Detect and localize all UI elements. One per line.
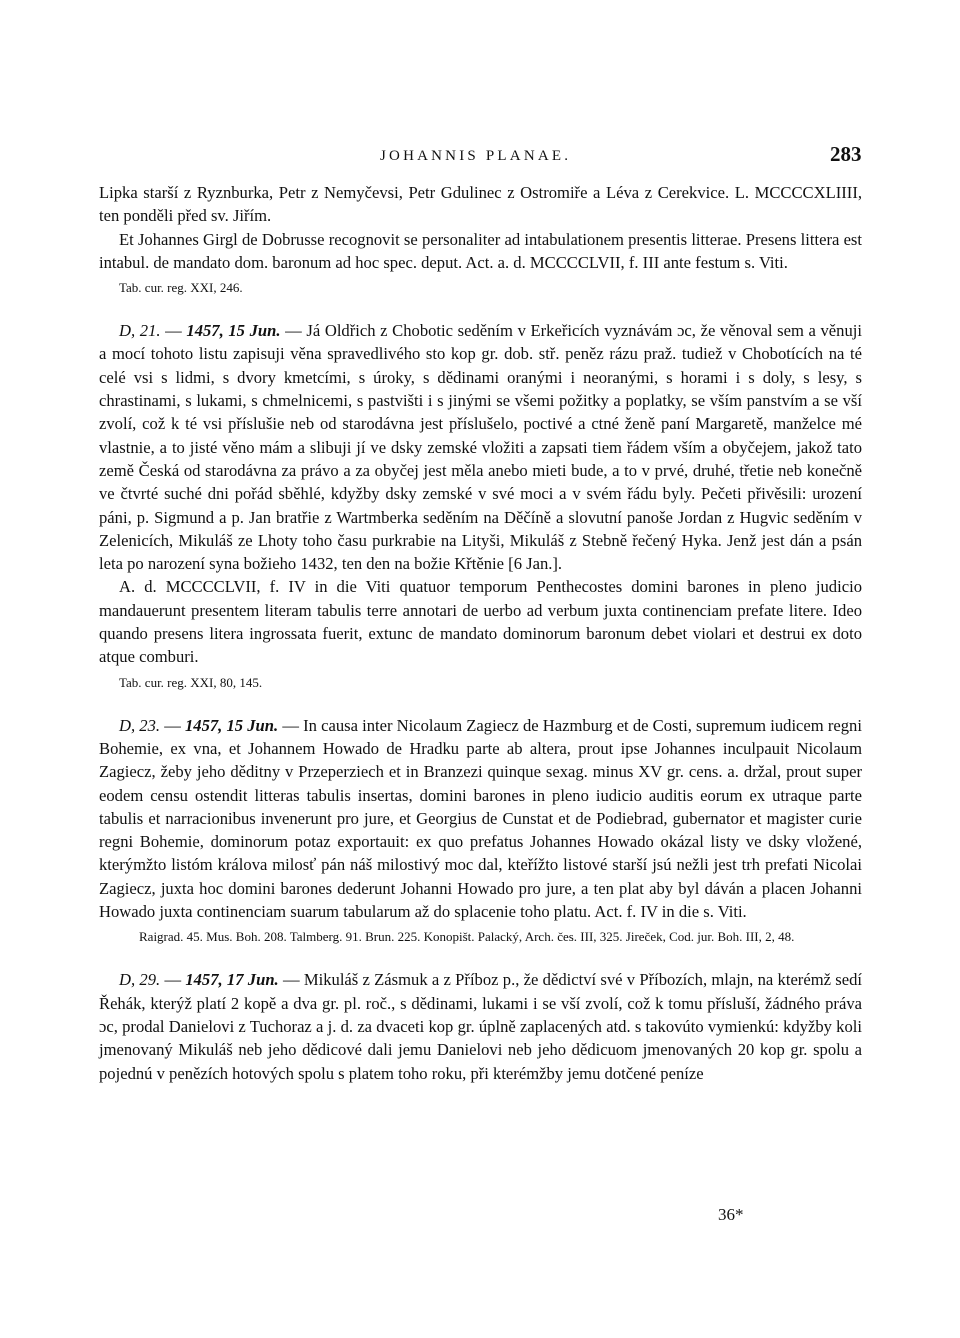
document-entry-d21 [99,319,862,575]
dash: — [285,321,302,341]
dash: — [282,970,300,990]
document-text: Mikuláš z Zásmuk a z Příboz p., že dědictví své v Příbozích, mlajn, na kterémž sedí Řehák, kterýž platí 2 kopě a dva gr. pl. roč., s dědinami, lukami i se vší zvolí, což k tomu přísluší, žádného práva ɔc, prodal Danielovi z Tuchoraz a j. d. za dvaceti kop gr. úplně zaplacených atd. s takovúto vymienkú: kdyžby koli jmenovaný Mikuláš neb jeho dědicové dali jemu Danielovi neb jeho dědicuom jmenovaných 20 kop gr. spolu a pojednú v penězích hotových spolu s platem toho roku, při kterémžby jemu dotčené peníze [99,970,862,1083]
dash: — [164,970,182,990]
dash: — [164,715,181,735]
page-header [0,142,960,172]
source-reference: Raigrad. 45. Mus. Boh. 208. Talmberg. 91. Brun. 225. Konopišt. Palacký, Arch. čes. III, 325. Jireček, Cod. jur. Boh. III, 2, 48. [139,929,795,945]
dash: — [282,715,299,735]
document-date: 1457, 17 Jun. [185,970,279,990]
signature-mark: 36* [718,1205,744,1224]
document-date: 1457, 15 Jun. [184,715,279,735]
spacer [99,297,862,319]
document-entry-d23 [99,714,862,924]
paragraph: Et Johannes Girgl de Dobrusse recognovit se personaliter ad intabulationem presentis litterae. Presens littera est intabul. de mandato dom. baronum ad hoc spec. deput. Act. a. d. MCCCCLVII, f. III ante festum s. Viti. [99,229,862,272]
source-reference: Tab. cur. reg. XXI, 80, 145. [119,674,263,690]
page-number: 283 [830,142,862,166]
document-number: D, 23. [119,715,161,735]
page-body [99,181,862,1085]
running-title: JOHANNIS PLANAE. [380,148,572,164]
document-number: D, 21. [119,321,161,341]
source-reference: Tab. cur. reg. XXI, 246. [119,280,243,296]
paragraph: Lipka starší z Ryznburka, Petr z Nemyčevsi, Petr Gdulinec z Ostromiře a Léva z Cerekvice. L. MCCCCXLIIII, ten ponděli před sv. Jiřím. [99,183,862,226]
paragraph: A. d. MCCCCLVII, f. IV in die Viti quatuor temporum Penthecostes domini barones in pleno judicio mandauerunt presentem literam tabulis terre annotari de uerbo ad verbum juxta continenciam prefate litere. Ideo quando presens litera ingrossata fuerit, extunc de mandato dominorum baronum debet violari et destrui ex doto atque comburi. [99,577,862,667]
document-date: 1457, 15 Jun. [186,321,281,341]
spacer [99,946,862,968]
document-entry-d29 [99,968,862,1084]
document-text: In causa inter Nicolaum Zagiecz de Hazmburg et de Costi, supremum iudicem regni Bohemie, ex vna, et Johannem Howado de Hradku parte ab altera, prout ipse Johannes inculpauit Nicolaum Zagiecz, žeby jeho děditny v Przeperziech et in Branzezi quinque sexag. minus XV gr. cens. a. držal, prout super eodem censu ostendit litteras tabulis insertas, domini barones in pleno iudicio auditis eorum ex utraque parte tabulis et narracionibus invenerunt pro jure, et Georgius de Cunstat et de Podiebrad, gubernator et magister curie regni Bohemie, dominorum potaz exportauit: ex quo prefatus Johannes Howado okázal listy ve dsky vložené, kterýmžto listóm králova milosť pán náš milostivý moc dal, kteřížto listové starší jsú nežli jest trh prefati Nicolai Zagiecz, juxta hoc domini barones dederunt Johanni Howado pro jure, a ten plat aby byl dáván a placen Johanni Howado juxta continenciam suarum tabularum až do splacenie toho platu. Act. f. IV in die s. Viti. [99,715,862,922]
dash: — [165,321,182,341]
spacer [99,692,862,714]
document-number: D, 29. [119,970,161,990]
document-text: Já Oldřich z Chobotic seděním v Erkeřicích vyznávám ɔc, že věnoval sem a věnuji a mocí tohoto listu zapisuji věna spravedlivého sto kop gr. dob. stř. peněz rázu praž. tudiež v Chobotících na té celé vsi s lidmi, s dvory kmetcími, s úroky, s dědinami oranými i neoranými, s horami i s doly, s lesy, s chrastinami, s lukami, s chmelnicemi, s pastvišti i s jinými se všemi požitky a poplatky, se vším panstvím a se vší zvolí, což k té vsi příslušie neb od starodávna jest příslušelo, poctivé a ctné ženě paní Margaretě, manželce mé vlastnie, a to jisté věno mám a slibuji jí ve dsky zemské vložiti a zapsati tiem řádem vším a obyčejem, jakož tato země Česká od starodávna za právo a za obyčej jest měla anebo mieti bude, a to v prvé, druhé, třetie neb konečně ve čtvrté suché dni pořád sběhlé, kdyžby dsky zemské v své moci a v svém řádu byly. Pečeti přivěsili: urození páni, p. Sigmund a p. Jan bratřie z Wartmberka seděním na Děčíně a slovutní panoše Jordan z Hugvic seděním v Zelenicích, Mikuláš ze Lhoty toho času purkrabie na Lityši, Mikuláš z Stebně řečený Hyka. Jenž jest dán a psán leta po narození syna božieho 1432, ten den na božie Křtěnie [6 Jan.]. [99,321,862,574]
